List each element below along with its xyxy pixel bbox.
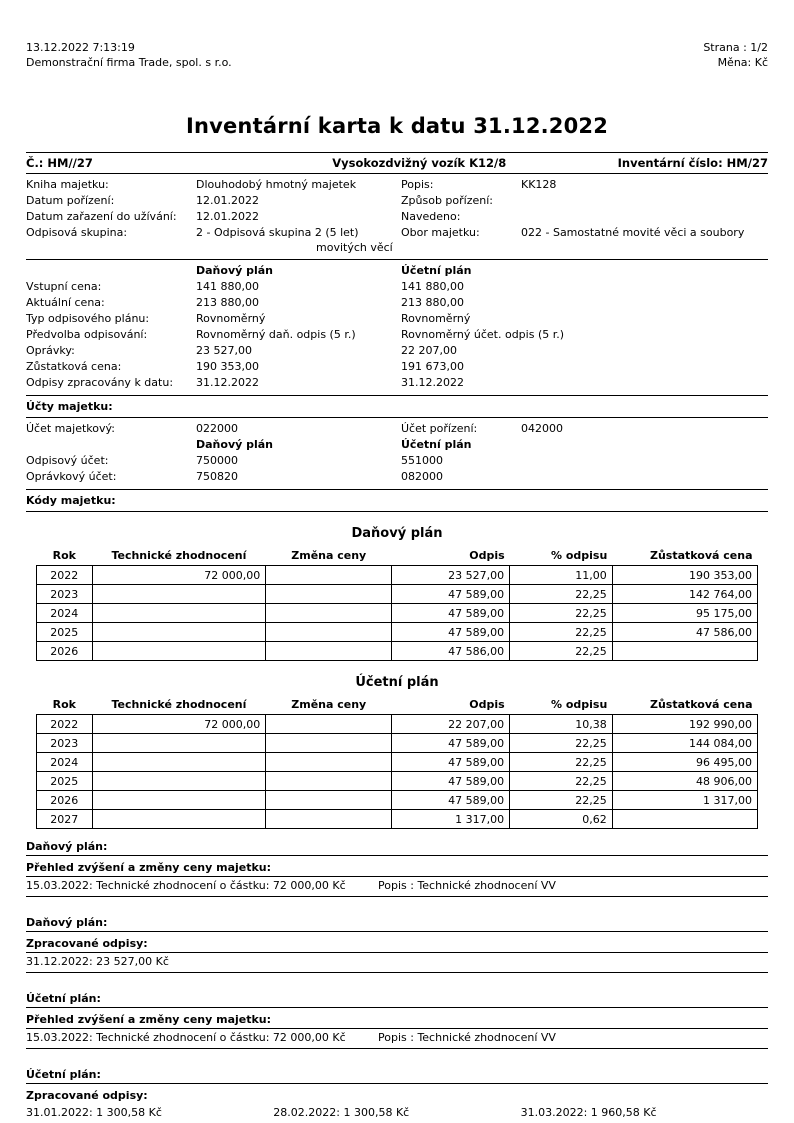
page-title: Inventární karta k datu 31.12.2022 [185, 114, 609, 138]
table-row [37, 566, 758, 585]
cell-pct: 22,25 [510, 623, 613, 642]
cell-zustatek: 95 175,00 [612, 604, 757, 623]
cell-rok: 2026 [37, 642, 93, 661]
plan-row [26, 327, 768, 343]
plan-acct-value: 213 880,00 [401, 296, 464, 309]
cell-zmena [266, 791, 392, 810]
cell-zustatek: 190 353,00 [612, 566, 757, 585]
cell-tz: 72 000,00 [92, 715, 266, 734]
accounts-section-title: Účty majetku: [26, 400, 113, 413]
entry-row [26, 877, 768, 896]
header-page-number: Strana : 1/2 [703, 41, 768, 54]
account-label: Účet pořízení: [401, 422, 478, 435]
plan-row [26, 343, 768, 359]
info-label: Navedeno: [401, 210, 461, 223]
tax-plan-increase-section [26, 835, 768, 905]
asset-inventory-number: Inventární číslo: HM/27 [617, 156, 768, 170]
col-zustatkova-cena: Zůstatková cena [612, 547, 757, 566]
account-acct-value: 082000 [401, 470, 443, 483]
plan-row [26, 311, 768, 327]
info-label: Popis: [401, 178, 434, 191]
section-subtitle: Přehled zvýšení a změny ceny majetku: [26, 861, 272, 874]
plan-row [26, 295, 768, 311]
plan-acct-value: 141 880,00 [401, 280, 464, 293]
account-label: Odpisový účet: [26, 454, 109, 467]
cell-pct: 22,25 [510, 642, 613, 661]
divider [26, 511, 768, 512]
cell-tz [92, 623, 266, 642]
cell-odpis: 47 589,00 [392, 753, 510, 772]
plan-label: Oprávky: [26, 344, 75, 357]
cell-tz [92, 585, 266, 604]
plan-row [26, 359, 768, 375]
cell-rok: 2026 [37, 791, 93, 810]
plan-label: Zůstatková cena: [26, 360, 122, 373]
plan-acct-value: 191 673,00 [401, 360, 464, 373]
cell-odpis: 23 527,00 [392, 566, 510, 585]
cell-zmena [266, 810, 392, 829]
cell-odpis: 47 586,00 [392, 642, 510, 661]
header-datetime: 13.12.2022 7:13:19 [26, 41, 135, 54]
plan-row [26, 375, 768, 391]
tax-plan-table-title: Daňový plán [351, 526, 443, 541]
cell-zustatek: 144 084,00 [612, 734, 757, 753]
col-rok: Rok [37, 547, 93, 566]
cell-odpis: 47 589,00 [392, 623, 510, 642]
table-row [37, 585, 758, 604]
cell-odpis: 47 589,00 [392, 791, 510, 810]
cell-rok: 2023 [37, 734, 93, 753]
cell-tz [92, 642, 266, 661]
asset-info-block [26, 174, 768, 259]
spacer [26, 1049, 768, 1057]
info-value: 022 - Samostatné movité věci a soubory [521, 226, 745, 239]
document-body [26, 40, 768, 1123]
cell-rok: 2023 [37, 585, 93, 604]
entry-text: 31.01.2022: 1 300,58 Kč [26, 1106, 162, 1119]
plan-acct-value: Rovnoměrný [401, 312, 471, 325]
info-value: 2 - Odpisová skupina 2 (5 let) [196, 226, 359, 239]
col-rok: Rok [37, 696, 93, 715]
tax-plan-header: Daňový plán [196, 264, 274, 277]
depreciation-entries-row [26, 1104, 768, 1123]
cell-zmena [266, 715, 392, 734]
cell-zmena [266, 772, 392, 791]
entry-row [26, 1029, 768, 1048]
spacer-cell [26, 263, 196, 279]
header-right [703, 40, 768, 70]
cell-zustatek: 96 495,00 [612, 753, 757, 772]
info-label: Obor majetku: [401, 226, 480, 239]
account-row [26, 453, 768, 469]
cell-odpis: 47 589,00 [392, 734, 510, 753]
cell-zmena [266, 753, 392, 772]
section-subtitle: Přehled zvýšení a změny ceny majetku: [26, 1013, 272, 1026]
cell-pct: 11,00 [510, 566, 613, 585]
cell-zustatek: 48 906,00 [612, 772, 757, 791]
cell-rok: 2022 [37, 715, 93, 734]
plan-label: Aktuální cena: [26, 296, 105, 309]
section-title: Daňový plán: [26, 916, 108, 929]
cell-pct: 22,25 [510, 753, 613, 772]
info-value [521, 193, 761, 209]
cell-zmena [266, 642, 392, 661]
cell-zustatek [612, 642, 757, 661]
plan-tax-value: 31.12.2022 [196, 376, 259, 389]
info-label: Datum zařazení do užívání: [26, 210, 177, 223]
cell-odpis: 1 317,00 [392, 810, 510, 829]
entry-description: Popis : Technické zhodnocení VV [378, 1031, 556, 1044]
section-title: Účetní plán: [26, 1068, 101, 1081]
table-row [37, 715, 758, 734]
cell-pct: 22,25 [510, 734, 613, 753]
header-company: Demonstrační firma Trade, spol. s r.o. [26, 56, 232, 69]
cell-zmena [266, 566, 392, 585]
table-row [37, 810, 758, 829]
accounting-plan-table [36, 696, 758, 829]
cell-pct: 22,25 [510, 772, 613, 791]
tax-plan-table [36, 547, 758, 661]
col-procento-odpisu: % odpisu [510, 547, 613, 566]
cell-zustatek: 142 764,00 [612, 585, 757, 604]
cell-rok: 2022 [37, 566, 93, 585]
cell-zustatek: 47 586,00 [612, 623, 757, 642]
section-title: Účetní plán: [26, 992, 101, 1005]
section-title: Daňový plán: [26, 840, 108, 853]
cell-tz [92, 791, 266, 810]
col-odpis: Odpis [392, 547, 510, 566]
codes-section-title: Kódy majetku: [26, 494, 116, 507]
cell-rok: 2024 [37, 604, 93, 623]
info-row [26, 209, 768, 225]
entry-description: Popis : Technické zhodnocení VV [378, 879, 556, 892]
cell-rok: 2025 [37, 623, 93, 642]
accounting-plan-header: Účetní plán [401, 264, 472, 277]
plan-tax-value: Rovnoměrný [196, 312, 266, 325]
plan-tax-value: 141 880,00 [196, 280, 259, 293]
account-value: 042000 [521, 422, 563, 435]
cell-zmena [266, 585, 392, 604]
cell-rok: 2024 [37, 753, 93, 772]
table-row [37, 772, 758, 791]
cell-zmena [266, 623, 392, 642]
col-zmena-ceny: Změna ceny [266, 547, 392, 566]
cell-tz [92, 810, 266, 829]
info-row [26, 225, 768, 241]
accounting-plan-header: Účetní plán [401, 438, 472, 451]
asset-code: Č.: HM//27 [26, 156, 93, 170]
cell-rok: 2027 [37, 810, 93, 829]
plan-header-row [26, 263, 768, 279]
info-row [26, 193, 768, 209]
col-procento-odpisu: % odpisu [510, 696, 613, 715]
entry-row [26, 953, 768, 972]
plan-comparison-block [26, 260, 768, 395]
cell-zmena [266, 734, 392, 753]
cell-zustatek: 1 317,00 [612, 791, 757, 810]
info-value: KK128 [521, 178, 557, 191]
col-odpis: Odpis [392, 696, 510, 715]
plan-acct-value: Rovnoměrný účet. odpis (5 r.) [401, 328, 565, 341]
cell-zmena [266, 604, 392, 623]
info-label: Odpisová skupina: [26, 226, 128, 239]
cell-pct: 10,38 [510, 715, 613, 734]
cell-tz [92, 604, 266, 623]
accounting-plan-table-title: Účetní plán [355, 675, 439, 690]
accounts-block [26, 418, 768, 489]
entry-text: 31.12.2022: 23 527,00 Kč [26, 955, 169, 968]
account-row [26, 421, 768, 437]
table-header-row [37, 547, 758, 566]
cell-odpis: 47 589,00 [392, 772, 510, 791]
cell-pct: 22,25 [510, 585, 613, 604]
table-row [37, 623, 758, 642]
account-acct-value: 551000 [401, 454, 443, 467]
cell-tz [92, 753, 266, 772]
spacer-cell [26, 437, 196, 453]
account-label: Účet majetkový: [26, 422, 115, 435]
account-tax-value: 750820 [196, 470, 238, 483]
plan-label: Předvolba odpisování: [26, 328, 148, 341]
plan-label: Odpisy zpracovány k datu: [26, 376, 174, 389]
plan-row [26, 279, 768, 295]
asset-name: Vysokozdvižný vozík K12/8 [332, 156, 507, 170]
info-value [521, 209, 761, 225]
accounting-plan-increase-section [26, 987, 768, 1057]
col-zustatkova-cena: Zůstatková cena [612, 696, 757, 715]
cell-odpis: 22 207,00 [392, 715, 510, 734]
plan-tax-value: Rovnoměrný daň. odpis (5 r.) [196, 328, 356, 341]
accounting-plan-depreciation-section [26, 1063, 768, 1123]
table-row [37, 753, 758, 772]
cell-zustatek [612, 810, 757, 829]
info-label: Datum pořízení: [26, 194, 115, 207]
cell-odpis: 47 589,00 [392, 604, 510, 623]
section-subtitle: Zpracované odpisy: [26, 1089, 148, 1102]
cell-pct: 0,62 [510, 810, 613, 829]
table-row [37, 604, 758, 623]
cell-pct: 22,25 [510, 791, 613, 810]
account-tax-value: 750000 [196, 454, 238, 467]
section-subtitle: Zpracované odpisy: [26, 937, 148, 950]
identification-row [26, 153, 768, 173]
info-label: Způsob pořízení: [401, 194, 493, 207]
col-zmena-ceny: Změna ceny [266, 696, 392, 715]
cell-rok: 2025 [37, 772, 93, 791]
info-value: Dlouhodobý hmotný majetek [196, 178, 357, 191]
plan-label: Typ odpisového plánu: [26, 312, 150, 325]
spacer [26, 973, 768, 981]
tax-plan-depreciation-section [26, 911, 768, 981]
table-row [37, 791, 758, 810]
spacer [26, 897, 768, 905]
account-row [26, 469, 768, 485]
header-left [26, 40, 232, 70]
plan-tax-value: 190 353,00 [196, 360, 259, 373]
cell-pct: 22,25 [510, 604, 613, 623]
entry-text: 31.03.2022: 1 960,58 Kč [520, 1106, 657, 1119]
tax-plan-header: Daňový plán [196, 438, 274, 451]
col-technicke-zhodnoceni: Technické zhodnocení [92, 696, 266, 715]
entry-text: 28.02.2022: 1 300,58 Kč [273, 1106, 410, 1119]
plan-acct-value: 22 207,00 [401, 344, 457, 357]
table-row [37, 642, 758, 661]
plan-tax-value: 213 880,00 [196, 296, 259, 309]
plan-label: Vstupní cena: [26, 280, 102, 293]
account-header-row [26, 437, 768, 453]
page-header [26, 40, 768, 70]
cell-odpis: 47 589,00 [392, 585, 510, 604]
col-technicke-zhodnoceni: Technické zhodnocení [92, 547, 266, 566]
info-label: Kniha majetku: [26, 178, 109, 191]
info-value: 12.01.2022 [196, 194, 259, 207]
info-row [26, 177, 768, 193]
cell-tz [92, 772, 266, 791]
cell-zustatek: 192 990,00 [612, 715, 757, 734]
info-value: 12.01.2022 [196, 210, 259, 223]
table-row [37, 734, 758, 753]
plan-acct-value: 31.12.2022 [401, 376, 464, 389]
header-currency: Měna: Kč [717, 56, 768, 69]
plan-tax-value: 23 527,00 [196, 344, 252, 357]
account-value: 022000 [196, 422, 238, 435]
account-label: Oprávkový účet: [26, 470, 117, 483]
entry-text: 15.03.2022: Technické zhodnocení o částku: 72 000,00 Kč [26, 879, 346, 892]
entry-text: 15.03.2022: Technické zhodnocení o částku: 72 000,00 Kč [26, 1031, 346, 1044]
table-header-row [37, 696, 758, 715]
cell-tz [92, 734, 266, 753]
cell-tz: 72 000,00 [92, 566, 266, 585]
info-value-continued: movitých věcí [316, 241, 393, 254]
